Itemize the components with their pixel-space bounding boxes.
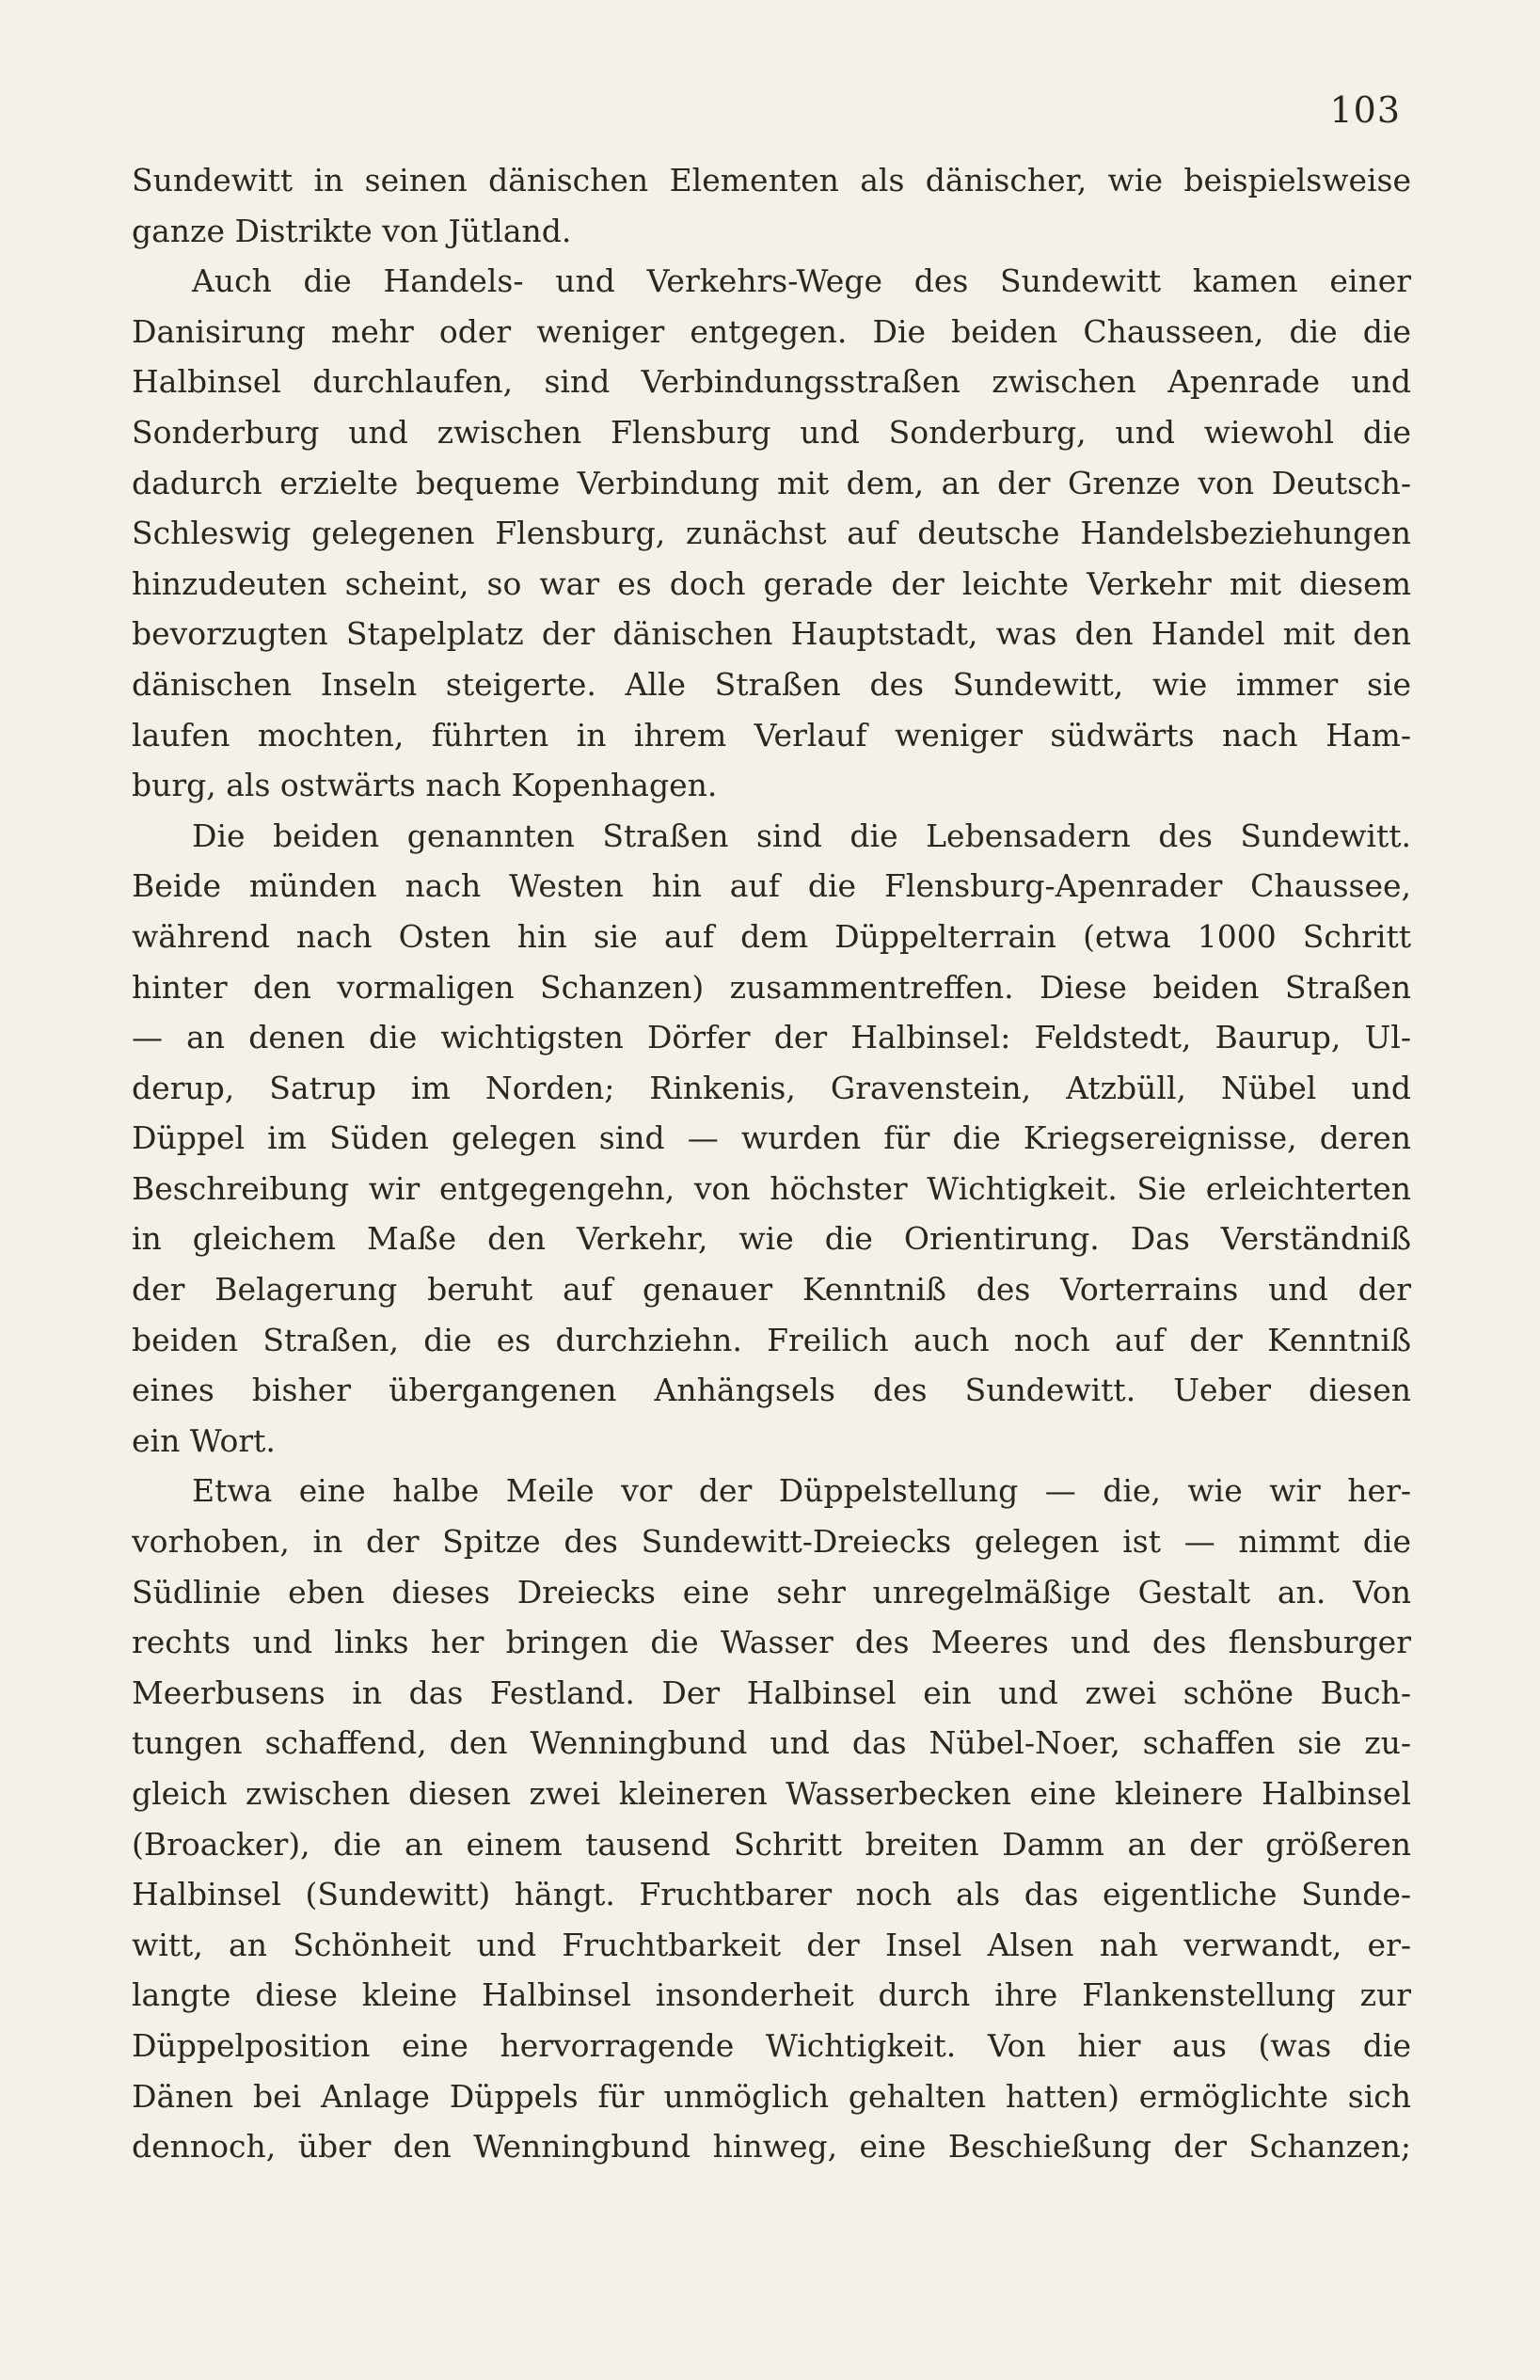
text-line: ganze Distrikte von Jütland.	[132, 212, 572, 249]
text-line: Beschreibung wir entgegengehn, von höchster Wichtigkeit. Sie erleichterten	[132, 1169, 1411, 1207]
text-line: hinter den vormaligen Schanzen) zusammentreffen. Diese beiden Straßen	[132, 968, 1411, 1006]
text-line: Dänen bei Anlage Düppels für unmöglich gehalten hatten) ermöglichte sich	[132, 2077, 1411, 2115]
text-line: laufen mochten, führten in ihrem Verlauf weniger südwärts nach Ham-	[132, 716, 1411, 754]
text-line: Meerbusens in das Festland. Der Halbinsel ein und zwei schöne Buch-	[132, 1674, 1411, 1711]
text-line: dadurch erzielte bequeme Verbindung mit dem, an der Grenze von Deutsch-	[132, 464, 1411, 501]
text-line: Sundewitt in seinen dänischen Elementen als dänischer, wie beispielsweise	[132, 162, 1411, 198]
text-line: Etwa eine halbe Meile vor der Düppelstellung — die, wie wir her-	[192, 1472, 1411, 1510]
text-line: burg, als ostwärts nach Kopenhagen.	[132, 767, 718, 804]
text-line: Danisirung mehr oder weniger entgegen. Die beiden Chausseen, die die	[132, 312, 1411, 350]
text-line: (Broacker), die an einem tausend Schritt breiten Damm an der größeren	[132, 1825, 1411, 1863]
text-line: witt, an Schönheit und Fruchtbarkeit der Insel Alsen nah verwandt, er-	[132, 1926, 1411, 1963]
text-line: Halbinsel (Sundewitt) hängt. Fruchtbarer noch als das eigentliche Sunde-	[132, 1876, 1411, 1913]
text-line: langte diese kleine Halbinsel insonderheit durch ihre Flankenstellung zur	[132, 1976, 1411, 2014]
text-line: dennoch, über den Wenningbund hinweg, eine Beschießung der Schanzen;	[132, 2128, 1411, 2166]
text-line: beiden Straßen, die es durchziehn. Freilich auch noch auf der Kenntniß	[132, 1321, 1411, 1358]
text-line: in gleichem Maße den Verkehr, wie die Orientirung. Das Verständniß	[132, 1220, 1411, 1258]
text-line: Düppel im Süden gelegen sind — wurden für die Kriegsereignisse, deren	[132, 1119, 1411, 1157]
text-line: Sonderburg und zwischen Flensburg und Sonderburg, und wiewohl die	[132, 413, 1411, 451]
text-line: während nach Osten hin sie auf dem Düppelterrain (etwa 1000 Schritt	[132, 917, 1411, 955]
text-line: eines bisher übergangenen Anhängsels des Sundewitt. Ueber diesen	[132, 1372, 1411, 1409]
text-line: Auch die Handels- und Verkehrs-Wege des Sundewitt kamen einer	[192, 262, 1411, 300]
text-line: rechts und links her bringen die Wasser des Meeres und des flensburger	[132, 1624, 1411, 1661]
page-number: 103	[1329, 89, 1401, 131]
body-text	[132, 155, 1411, 2172]
text-line: bevorzugten Stapelplatz der dänischen Hauptstadt, was den Handel mit den	[132, 615, 1411, 653]
text-line: ein Wort.	[132, 1421, 276, 1459]
text-line: hinzudeuten scheint, so war es doch gerade der leichte Verkehr mit diesem	[132, 564, 1411, 602]
text-line: vorhoben, in der Spitze des Sundewitt-Dreiecks gelegen ist — nimmt die	[132, 1523, 1411, 1561]
text-line: Die beiden genannten Straßen sind die Lebensadern des Sundewitt.	[192, 817, 1411, 854]
text-line: dänischen Inseln steigerte. Alle Straßen des Sundewitt, wie immer sie	[132, 665, 1411, 703]
text-line: Düppelposition eine hervorragende Wichtigkeit. Von hier aus (was die	[132, 2026, 1411, 2064]
text-line: Beide münden nach Westen hin auf die Flensburg-Apenrader Chaussee,	[132, 867, 1411, 905]
text-line: derup, Satrup im Norden; Rinkenis, Gravenstein, Atzbüll, Nübel und	[132, 1069, 1411, 1106]
text-line: tungen schaffend, den Wenningbund und das Nübel-Noer, schaffen sie zu-	[132, 1724, 1411, 1762]
text-line: Schleswig gelegenen Flensburg, zunächst auf deutsche Handelsbeziehungen	[132, 515, 1411, 552]
text-line: der Belagerung beruht auf genauer Kenntniß des Vorterrains und der	[132, 1271, 1411, 1309]
text-line: Südlinie eben dieses Dreiecks eine sehr unregelmäßige Gestalt an. Von	[132, 1573, 1411, 1610]
text-line: Halbinsel durchlaufen, sind Verbindungsstraßen zwischen Apenrade und	[132, 363, 1411, 401]
text-line: — an denen die wichtigsten Dörfer der Halbinsel: Feldstedt, Baurup, Ul-	[132, 1019, 1411, 1056]
text-line: gleich zwischen diesen zwei kleineren Wasserbecken eine kleinere Halbinsel	[132, 1775, 1411, 1812]
